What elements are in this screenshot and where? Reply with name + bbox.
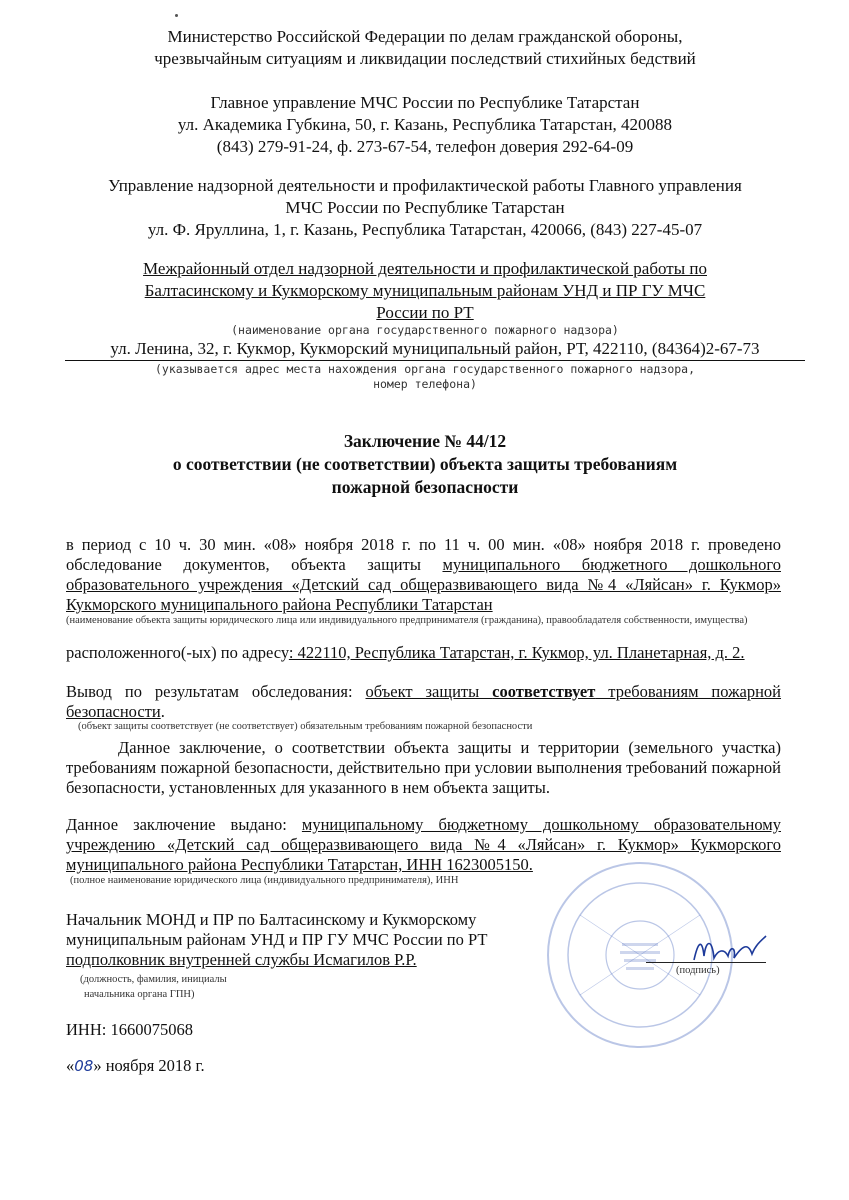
address-note bbox=[60, 362, 790, 392]
position-note bbox=[80, 972, 380, 1002]
object-address: : 422110, Республика Татарстан, г. Кукмор, ул. Планетарная, д. 2. bbox=[288, 643, 745, 662]
signature-line bbox=[646, 962, 766, 963]
signatory-block bbox=[66, 910, 526, 970]
date-day-handwritten: 08 bbox=[74, 1057, 94, 1075]
recipient-note: (полное наименование юридического лица (индивидуального предпринимателя), ИНН bbox=[70, 875, 459, 886]
conclusion-text-b: требованиям пожарной безопасности bbox=[66, 682, 781, 721]
result-note: (объект защиты соответствует (не соответствует) обязательным требованиям пожарной безопасности bbox=[78, 721, 533, 732]
address-paragraph bbox=[66, 643, 781, 663]
conclusion-end: . bbox=[160, 702, 165, 721]
gu-line-3: (843) 279-91-24, ф. 273-67-54, телефон доверия 292-64-09 bbox=[216, 137, 634, 156]
conclusion-text-a: объект защиты bbox=[365, 682, 493, 701]
signature-note: (подпись) bbox=[676, 965, 720, 976]
und-line-1: Управление надзорной деятельности и профилактической работы Главного управления bbox=[108, 176, 742, 195]
mond-line-1: Межрайонный отдел надзорной деятельности и профилактической работы по bbox=[143, 259, 707, 278]
main-directorate-block bbox=[60, 92, 790, 158]
und-line-3: ул. Ф. Яруллина, 1, г. Казань, Республика Татарстан, 420066, (843) 227-45-07 bbox=[147, 220, 703, 239]
mond-line-3: России по РТ bbox=[376, 303, 474, 322]
date-rest: » ноября 2018 г. bbox=[93, 1056, 205, 1075]
conclusion-paragraph bbox=[66, 682, 781, 722]
issued-to-label: Данное заключение выдано: bbox=[66, 815, 302, 834]
issued-to-recipient: муниципальному бюджетному дошкольному образовательному учреждению «Детский сад общеразвивающего вида №4 «Ляйсан» г. Кукмор» Кукморского муниципального района Республики Татарстан, ИНН 1623005150. bbox=[66, 815, 781, 874]
ministry-line-2: чрезвычайным ситуациям и ликвидации последствий стихийных бедствий bbox=[154, 49, 696, 68]
ministry-header bbox=[60, 26, 790, 70]
address-note-line-2: номер телефона) bbox=[373, 377, 477, 391]
date-quote-open: « bbox=[66, 1056, 75, 1075]
signatory-line-2: муниципальным районам УНД и ПР ГУ МЧС России по РТ bbox=[66, 930, 488, 949]
document-date bbox=[66, 1056, 205, 1076]
district-department-block bbox=[60, 258, 790, 324]
inspection-paragraph bbox=[66, 535, 781, 615]
scan-speck bbox=[175, 14, 178, 17]
title-line-3: пожарной безопасности bbox=[331, 477, 519, 497]
mond-line-2: Балтасинскому и Кукморскому муниципальным районам УНД и ПР ГУ МЧС bbox=[144, 281, 706, 300]
address-label: расположенного(-ых) по адресу bbox=[66, 643, 289, 662]
inspection-period-text: в период с 10 ч. 30 мин. «08» ноября 2018 г. по 11 ч. 00 мин. «08» ноября 2018 г. проведено обследование документов, объекта защиты bbox=[66, 535, 781, 574]
document-title bbox=[60, 430, 790, 499]
ministry-line-1: Министерство Российской Федерации по делам гражданской обороны, bbox=[167, 27, 683, 46]
supervision-directorate-block bbox=[40, 175, 810, 241]
gu-line-2: ул. Академика Губкина, 50, г. Казань, Республика Татарстан, 420088 bbox=[177, 115, 673, 134]
und-line-2: МЧС России по Республике Татарстан bbox=[285, 198, 565, 217]
conclusion-verdict: соответствует bbox=[492, 682, 596, 701]
gu-line-1: Главное управление МЧС России по Республике Татарстан bbox=[210, 93, 640, 112]
address-note-line-1: (указывается адрес места нахождения органа государственного пожарного надзора, bbox=[154, 362, 696, 376]
department-address: ул. Ленина, 32, г. Кукмор, Кукморский муниципальный район, РТ, 422110, (84364)2-67-73 bbox=[65, 338, 805, 361]
org-name-note: (наименование органа государственного пожарного надзора) bbox=[231, 323, 619, 337]
position-note-line-2: начальника органа ГПН) bbox=[84, 989, 195, 1000]
position-note-line-1: (должность, фамилия, инициалы bbox=[80, 974, 227, 985]
title-line-2: о соответствии (не соответствии) объекта защиты требованиям bbox=[172, 454, 678, 474]
protected-object-name: муниципального бюджетного дошкольного образовательного учреждения «Детский сад общеразвивающего вида №4 «Ляйсан» г. Кукмор» Кукморского муниципального района Республики Татарстан bbox=[66, 555, 781, 614]
title-number: Заключение № 44/12 bbox=[343, 431, 507, 451]
validity-paragraph: Данное заключение, о соответствии объекта защиты и территории (земельного участка) требованиям пожарной безопасности, действительно при условии выполнения требований пожарной безопасности, установленных для указанного в нем объекта защиты. bbox=[66, 738, 781, 797]
inn-number: ИНН: 1660075068 bbox=[66, 1020, 193, 1039]
signatory-line-1: Начальник МОНД и ПР по Балтасинскому и Кукморскому bbox=[66, 910, 477, 929]
signatory-line-3: подполковник внутренней службы Исмагилов Р.Р. bbox=[66, 950, 417, 969]
conclusion-label: Вывод по результатам обследования: bbox=[66, 682, 366, 701]
object-note: (наименование объекта защиты юридического лица или индивидуального предпринимателя (гражданина), правообладателя собственности, имущества) bbox=[66, 615, 748, 626]
